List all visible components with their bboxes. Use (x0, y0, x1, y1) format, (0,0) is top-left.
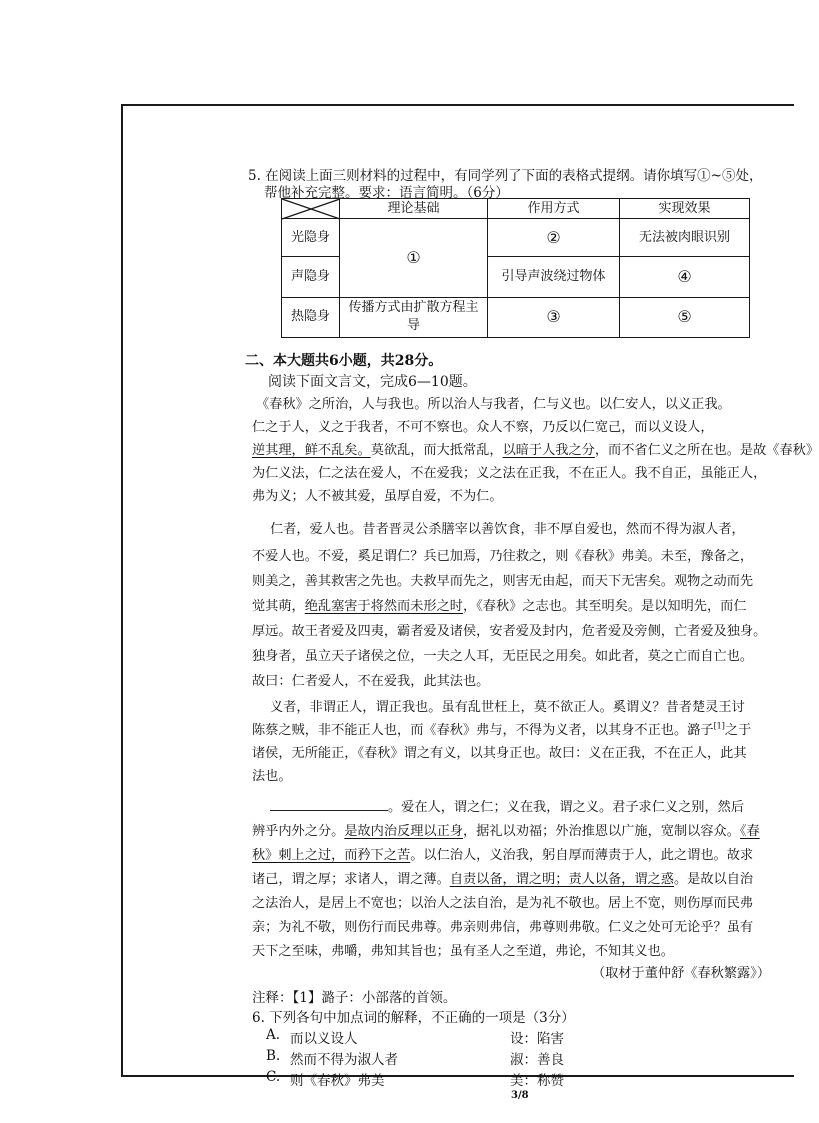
mode-cell: ② (488, 219, 620, 257)
section-instruction: 阅读下面文言文，完成6—10题。 (268, 374, 477, 390)
q6-option-a-gloss: 设：陷害 (510, 1031, 564, 1047)
passage-line: 独身者，虽立天子诸侯之位，一夫之人耳，无臣民之用矣。如此者，莫之亡而自亡也。 (252, 649, 754, 664)
passage-line: 法也。 (252, 769, 292, 784)
table-row (282, 297, 750, 337)
underlined-phrase: 秋》刺上之过，而矜下之苦 (252, 848, 411, 863)
passage-line: 仁之于人，义之于我者，不可不察也。众人不察，乃反以仁宽己，而以义设人， (252, 420, 714, 435)
passage-segment: 。是故以自治 (674, 872, 754, 887)
top-border-line (122, 104, 794, 106)
passage-line (252, 439, 819, 458)
passage-source: （取材于董仲舒《春秋繁露》） (592, 966, 771, 981)
underlined-phrase: 自责以备，谓之明；责人以备，谓之惑 (449, 872, 674, 887)
passage-segment: 莫欲乱，而大抵常乱， (370, 443, 503, 458)
passage-line (252, 719, 751, 738)
passage-line: 义者，非谓正人，谓正我也。虽有乱世枉上，莫不欲正人。奚谓义？昔者楚灵王讨 (270, 700, 745, 715)
passage-line: 则美之，善其救害之先也。夫救早而先之，则害无由起，而天下无害矣。观物之动而先 (252, 574, 754, 589)
q6-stem: 6. 下列各句中加点词的解释，不正确的一项是（3分） (252, 1010, 575, 1026)
underlined-phrase: 是故内治反理以正身 (344, 824, 463, 839)
passage-segment: 。以仁治人，义治我，躬自厚而薄责于人，此之谓也。故求 (410, 848, 754, 863)
passage-line (270, 796, 744, 815)
passage-segment: 。爱在人，谓之仁；义在我，谓之义。君子求仁义之别，然后 (388, 800, 745, 815)
basis-cell: 传播方式由扩散方程主导 (340, 297, 488, 337)
table-corner-cell (282, 199, 340, 219)
left-border-line (121, 104, 123, 1076)
passage-line (252, 595, 747, 614)
passage-line: 天下之至味，弗嚼，弗知其旨也；虽有圣人之至道，弗论，不知其义也。 (252, 944, 674, 959)
passage-segment: 之于 (724, 723, 752, 738)
row-label: 声隐身 (282, 257, 340, 297)
fill-blank[interactable] (270, 798, 388, 811)
underlined-phrase: 逆其理，鲜不乱矣。 (252, 443, 371, 458)
q5-line2: 帮他补充完整。要求：语言简明。（6分） (264, 185, 509, 201)
passage-line: 诸侯，无所能正，《春秋》谓之有义，以其身正也。故曰：义在正我，不在正人，此其 (252, 746, 747, 761)
passage-line: 不爱人也。不爱，奚足谓仁？兵已加焉，乃往救之，则《春秋》弗美。未至，豫备之， (252, 549, 754, 564)
q6-option-c-text: 则《春秋》弗美 (290, 1073, 385, 1089)
underlined-phrase: 以暗于人我之分 (502, 443, 595, 458)
header-effect: 实现效果 (620, 199, 750, 219)
passage-segment: 觉其萌， (252, 599, 305, 614)
q6-option-c-letter: C. (266, 1069, 281, 1085)
passage-segment: 辨乎内外之分。 (252, 824, 345, 839)
q6-option-c-gloss: 美：称赞 (510, 1073, 564, 1089)
q6-option-b-gloss: 淑：善良 (510, 1052, 564, 1068)
row-label: 光隐身 (282, 219, 340, 257)
passage-segment: ，《春秋》之志也。其至明矣。是以知明先，而仁 (463, 599, 747, 614)
passage-segment: ，据礼以劝福；外治推恩以广施，宽制以容众。 (463, 824, 740, 839)
diagonal-lines-icon (282, 199, 340, 219)
q6-option-a-letter: A. (266, 1027, 281, 1043)
underlined-phrase: 《春 (739, 824, 760, 839)
passage-line (252, 844, 753, 863)
passage-segment: 诸己，谓之厚；求诸人，谓之薄。 (252, 872, 450, 887)
passage-line: 弗为义；人不被其爱，虽厚自爱，不为仁。 (252, 489, 503, 504)
footnote-marker: [1] (713, 721, 725, 731)
underlined-phrase: 绝乱塞害于将然而未形之时 (304, 599, 463, 614)
passage-line: 亲；为礼不敬，则伤行而民弗尊。弗亲则弗信，弗尊则弗敬。仁义之处可无论乎？虽有 (252, 920, 754, 935)
effect-cell: ⑤ (620, 297, 750, 337)
mode-cell: 引导声波绕过物体 (488, 257, 620, 297)
merged-basis-cell: ① (340, 219, 488, 298)
passage-line: 故曰：仁者爱人，不在爱我，此其法也。 (252, 674, 490, 689)
table-row (282, 219, 750, 257)
q5-line1: 5. 在阅读上面三则材料的过程中，有同学列了下面的表格式提纲。请你填写①~⑤处， (248, 168, 763, 184)
effect-cell: 无法被肉眼识别 (620, 219, 750, 257)
page-number: 3/8 (511, 1090, 529, 1101)
header-basis: 理论基础 (340, 199, 488, 219)
passage-segment: 陈蔡之贼，非不能正人也，而《春秋》弗与，不得为义者，以其身不正也。潞子 (252, 723, 714, 738)
q6-option-b-letter: B. (266, 1048, 281, 1064)
q6-option-a-text: 而以义设人 (290, 1031, 358, 1047)
passage-line: 为仁义法，仁之法在爱人，不在爱我；义之法在正我，不在正人。我不自正，虽能正人， (252, 466, 767, 481)
passage-line: 厚远。故王者爱及四夷，霸者爱及诸侯，安者爱及封内，危者爱及旁侧，亡者爱及独身。 (252, 624, 767, 639)
passage-line (252, 868, 753, 887)
annotation-note: 注释：【1】潞子：小部落的首领。 (252, 990, 457, 1006)
passage-line: 《春秋》之所治，人与我也。所以治人与我者，仁与义也。以仁安人，以义正我。 (256, 397, 731, 412)
passage-line: 仁者，爱人也。昔者晋灵公杀膳宰以善饮食，非不厚自爱也，然而不得为淑人者， (270, 522, 745, 537)
section-heading: 二、本大题共6小题，共28分。 (245, 353, 443, 369)
passage-line: 之法治人，是居上不宽也；以治人之法自治，是为礼不敬也。居上不宽，则伤厚而民弗 (252, 896, 754, 911)
passage-segment: ，而不省仁义之所在也。是故《春秋》 (594, 443, 819, 458)
mode-cell: ③ (488, 297, 620, 337)
bottom-border-line (121, 1075, 794, 1077)
table-header-row (282, 199, 750, 219)
q6-option-b-text: 然而不得为淑人者 (290, 1052, 398, 1068)
row-label: 热隐身 (282, 297, 340, 337)
outline-table (281, 198, 750, 338)
passage-line (252, 820, 760, 839)
header-mode: 作用方式 (488, 199, 620, 219)
effect-cell: ④ (620, 257, 750, 297)
